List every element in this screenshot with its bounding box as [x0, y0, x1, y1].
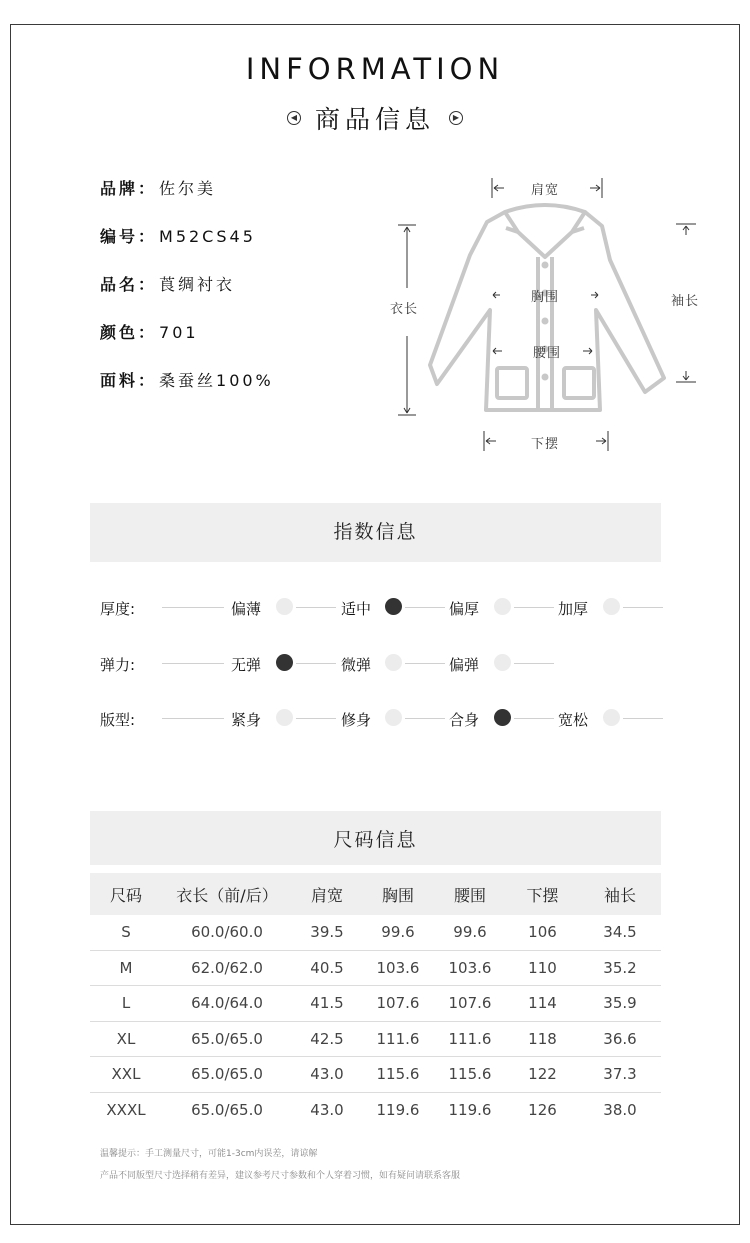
header-size: 尺码	[90, 873, 162, 915]
option-dot-medium-selected	[385, 598, 402, 615]
info-code: 编号： M52CS45	[100, 227, 256, 246]
label-sleeve: 袖长	[671, 294, 700, 309]
cell-sleeve: 36.6	[579, 1021, 661, 1057]
index-line	[623, 718, 663, 719]
option-dot-extra-thick	[603, 598, 620, 615]
cell-length: 60.0/60.0	[162, 915, 292, 950]
option-dot-regular-selected	[494, 709, 511, 726]
cell-waist: 103.6	[434, 950, 506, 986]
index-label-elasticity: 弹力:	[100, 656, 136, 674]
index-line	[162, 663, 224, 664]
index-label-fit: 版型:	[100, 711, 136, 729]
cell-size: L	[90, 986, 162, 1022]
header-sleeve: 袖长	[579, 873, 661, 915]
label-shoulder: 肩宽	[531, 183, 560, 198]
option-medium: 适中	[341, 600, 372, 618]
option-slight-stretch: 微弹	[341, 656, 372, 674]
option-dot-slim	[385, 709, 402, 726]
cell-size: XL	[90, 1021, 162, 1057]
option-dot-loose	[603, 709, 620, 726]
cell-shoulder: 43.0	[310, 1100, 344, 1119]
option-no-stretch: 无弹	[231, 656, 262, 674]
cell-size: M	[90, 950, 162, 986]
option-dot-thick	[494, 598, 511, 615]
shirt-measure-diagram	[380, 170, 720, 460]
info-color: 颜色： 701	[100, 323, 199, 342]
cell-waist: 119.6	[448, 1100, 492, 1119]
cell-length: 65.0/65.0	[162, 1021, 292, 1057]
cell-hem: 126	[528, 1100, 557, 1119]
title-english: INFORMATION	[245, 52, 505, 86]
label-waist: 腰围	[533, 346, 562, 361]
cell-chest: 107.6	[362, 986, 434, 1022]
size-table	[90, 873, 661, 1127]
index-line	[514, 663, 554, 664]
table-row	[90, 915, 661, 950]
cell-shoulder: 42.5	[292, 1021, 362, 1057]
option-dot-tight	[276, 709, 293, 726]
index-line	[162, 718, 224, 719]
option-slim: 修身	[341, 711, 372, 729]
option-dot-stretchy	[494, 654, 511, 671]
index-line	[514, 718, 554, 719]
cell-size: XXXL	[106, 1100, 146, 1119]
header-waist: 腰围	[434, 873, 506, 915]
index-label-thickness: 厚度:	[100, 600, 136, 618]
option-tight: 紧身	[231, 711, 262, 729]
index-line	[296, 607, 336, 608]
info-fabric: 面料： 桑蚕丝100%	[100, 371, 274, 390]
index-line	[405, 718, 445, 719]
cell-waist: 99.6	[434, 915, 506, 950]
cell-waist: 111.6	[434, 1021, 506, 1057]
table-row	[90, 1021, 661, 1057]
header-length: 衣长（前/后）	[162, 873, 292, 915]
cell-shoulder: 40.5	[292, 950, 362, 986]
option-stretchy: 偏弹	[449, 656, 480, 674]
title-chinese-row	[0, 100, 750, 136]
info-name: 品名： 莨绸衬衣	[100, 275, 236, 294]
header-hem: 下摆	[506, 873, 579, 915]
index-section-title: 指数信息	[90, 503, 661, 562]
index-line	[296, 718, 336, 719]
cell-shoulder: 39.5	[292, 915, 362, 950]
option-dot-slight-stretch	[385, 654, 402, 671]
cell-length: 64.0/64.0	[162, 986, 292, 1022]
cell-waist: 107.6	[434, 986, 506, 1022]
option-extra-thick: 加厚	[558, 600, 589, 618]
option-regular: 合身	[449, 711, 480, 729]
index-line	[623, 607, 663, 608]
cell-hem: 106	[506, 915, 579, 950]
cell-length: 65.0/65.0	[191, 1100, 263, 1119]
header-chest: 胸围	[362, 873, 434, 915]
index-line	[296, 663, 336, 664]
note-fit-advice: 产品不同版型尺寸选择稍有差异，建议参考尺寸参数和个人穿着习惯，如有疑问请联系客服	[100, 1171, 461, 1181]
right-arrow-icon: ▶	[449, 111, 463, 125]
header-shoulder: 肩宽	[292, 873, 362, 915]
cell-hem: 118	[506, 1021, 579, 1057]
cell-sleeve: 34.5	[579, 915, 661, 950]
label-hem: 下摆	[531, 437, 560, 452]
cell-sleeve: 35.2	[579, 950, 661, 986]
cell-size: S	[90, 915, 162, 950]
table-row	[90, 1092, 661, 1127]
table-row	[90, 1057, 661, 1093]
cell-hem: 114	[506, 986, 579, 1022]
cell-hem: 122	[506, 1057, 579, 1093]
cell-size: XXL	[90, 1057, 162, 1093]
title-chinese: 商品信息	[314, 105, 435, 134]
info-brand: 品牌： 佐尔美	[100, 179, 217, 198]
cell-shoulder: 41.5	[292, 986, 362, 1022]
option-thin: 偏薄	[231, 600, 262, 618]
cell-chest: 103.6	[362, 950, 434, 986]
cell-chest: 115.6	[362, 1057, 434, 1093]
option-dot-thin	[276, 598, 293, 615]
option-loose: 宽松	[558, 711, 589, 729]
cell-length: 62.0/62.0	[162, 950, 292, 986]
option-thick: 偏厚	[449, 600, 480, 618]
label-chest: 胸围	[531, 290, 560, 305]
cell-chest: 99.6	[362, 915, 434, 950]
index-line	[514, 607, 554, 608]
index-line	[405, 607, 445, 608]
cell-shoulder: 43.0	[292, 1057, 362, 1093]
cell-chest: 111.6	[362, 1021, 434, 1057]
cell-waist: 115.6	[434, 1057, 506, 1093]
note-measurement: 温馨提示：手工测量尺寸，可能1-3cm内误差，请谅解	[100, 1149, 318, 1159]
cell-sleeve: 35.9	[579, 986, 661, 1022]
cell-sleeve: 37.3	[579, 1057, 661, 1093]
option-dot-no-stretch-selected	[276, 654, 293, 671]
cell-sleeve: 38.0	[603, 1100, 637, 1119]
table-row	[90, 986, 661, 1022]
cell-chest: 119.6	[376, 1100, 420, 1119]
index-line	[405, 663, 445, 664]
label-length: 衣长	[390, 302, 419, 317]
cell-length: 65.0/65.0	[162, 1057, 292, 1093]
shirt-buttons	[542, 262, 549, 381]
table-row	[90, 950, 661, 986]
left-arrow-icon: ◀	[287, 111, 301, 125]
size-table-header	[90, 873, 661, 915]
index-line	[162, 607, 224, 608]
size-section-title: 尺码信息	[90, 811, 661, 865]
cell-hem: 110	[506, 950, 579, 986]
